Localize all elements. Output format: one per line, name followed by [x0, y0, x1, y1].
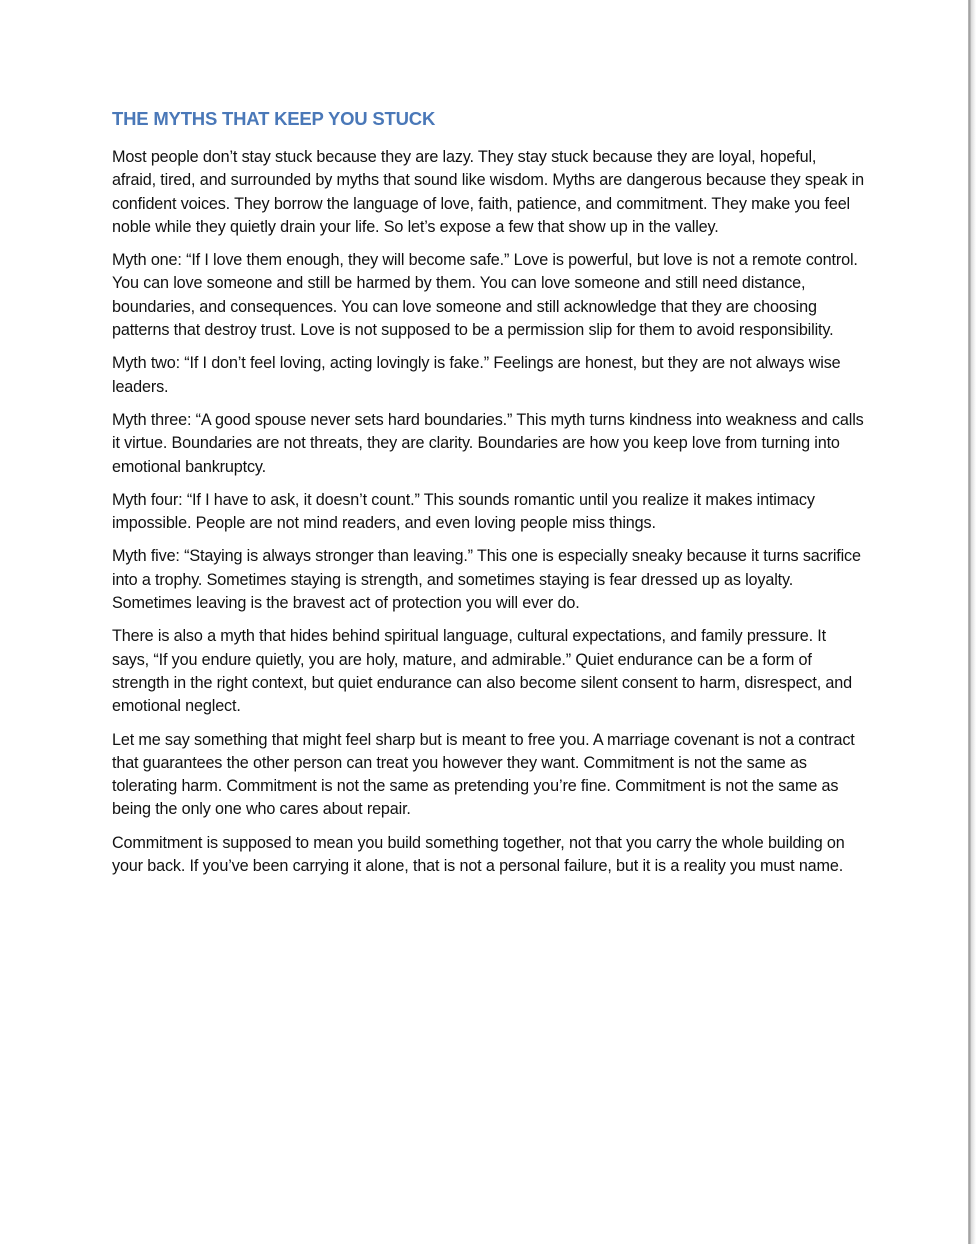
- paragraph-endurance-myth: There is also a myth that hides behind spiritual language, cultural expectations, and family pressure. It says, “If you endure quietly, you are holy, mature, and admirable.” Quiet endurance can be a form of strength in the right context, but quiet endurance can also become silent consent to harm, disrespect, and emotional neglect.: [112, 627, 852, 716]
- paragraph-myth-two: Myth two: “If I don’t feel loving, acting lovingly is fake.” Feelings are honest, but they are not always wise leaders.: [112, 354, 841, 396]
- paragraph-commitment: Commitment is supposed to mean you build something together, not that you carry the whole building on your back. If you’ve been carrying it alone, that is not a personal failure, but it is a reality you must name.: [112, 833, 845, 876]
- paragraph-intro: Most people don’t stay stuck because they are lazy. They stay stuck because they are loyal, hopeful, afraid, tired, and surrounded by myths that sound like wisdom. Myths are dangerous because they speak in confident voices. They borrow the language of love, faith, patience, and commitment. They make you feel noble while they quietly drain your life. So let’s expose a few that show up in the valley.: [112, 148, 864, 236]
- document-body: [112, 106, 864, 888]
- paragraph-myth-one: Myth one: “If I love them enough, they will become safe.” Love is powerful, but love is not a remote control. You can love someone and still be harmed by them. You can love someone and still need distance, boundaries, and consequences. You can love someone and still acknowledge that they are choosing patterns that destroy trust. Love is not supposed to be a permission slip for them to avoid responsibility.: [112, 251, 858, 340]
- section-heading: THE MYTHS THAT KEEP YOU STUCK: [112, 108, 436, 129]
- paragraph-myth-five: Myth five: “Staying is always stronger than leaving.” This one is especially sneaky because it turns sacrifice into a trophy. Sometimes staying is strength, and sometimes staying is fear dressed up as loyalty. Sometimes leaving is the bravest act of protection you will ever do.: [112, 547, 861, 613]
- page-edge-shadow: [968, 0, 976, 1244]
- paragraph-myth-four: Myth four: “If I have to ask, it doesn’t count.” This sounds romantic until you realize it makes intimacy impossible. People are not mind readers, and even loving people miss things.: [112, 490, 815, 533]
- paragraph-covenant: Let me say something that might feel sharp but is meant to free you. A marriage covenant is not a contract that guarantees the other person can treat you however they want. Commitment is not the same as tolerating harm. Commitment is not the same as pretending you’re fine. Commitment is not the same as being the only one who cares about repair.: [112, 730, 855, 819]
- paragraph-myth-three: Myth three: “A good spouse never sets hard boundaries.” This myth turns kindness into weakness and calls it virtue. Boundaries are not threats, they are clarity. Boundaries are how you keep love from turning into emotional bankruptcy.: [112, 410, 864, 476]
